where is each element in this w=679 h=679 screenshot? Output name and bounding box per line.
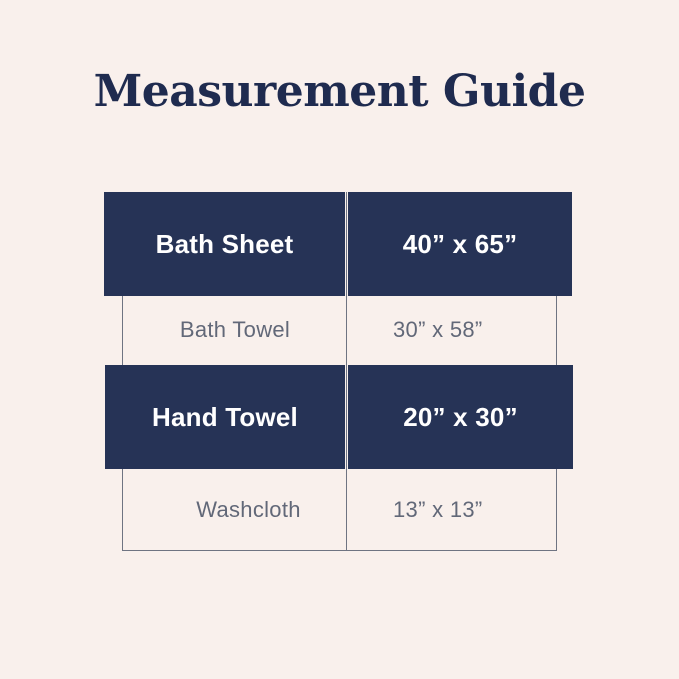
size-dimension-label: 30” x 58” [393,317,483,342]
size-name-label: Bath Towel [179,317,291,342]
table-row-washcloth-name [123,469,346,550]
table-row-bath-towel-size [347,296,556,364]
size-dimension-label: 20” x 30” [403,401,518,432]
page-title: Measurement Guide [93,66,586,117]
table-row-hand-towel-name [105,365,345,469]
table-row-bath-sheet-size [348,192,572,296]
size-name-label: Hand Towel [152,401,298,432]
table-row-bath-sheet-name [104,192,345,296]
size-name-label: Bath Sheet [155,228,294,259]
size-dimension-label: 13” x 13” [393,496,483,522]
table-row-washcloth-size [347,469,556,550]
table-row-bath-towel-name [123,296,346,364]
table-bottom-border [122,550,557,551]
table-row-hand-towel-size [348,365,573,469]
size-name-label: Washcloth [196,496,301,522]
size-dimension-label: 40” x 65” [402,228,518,259]
